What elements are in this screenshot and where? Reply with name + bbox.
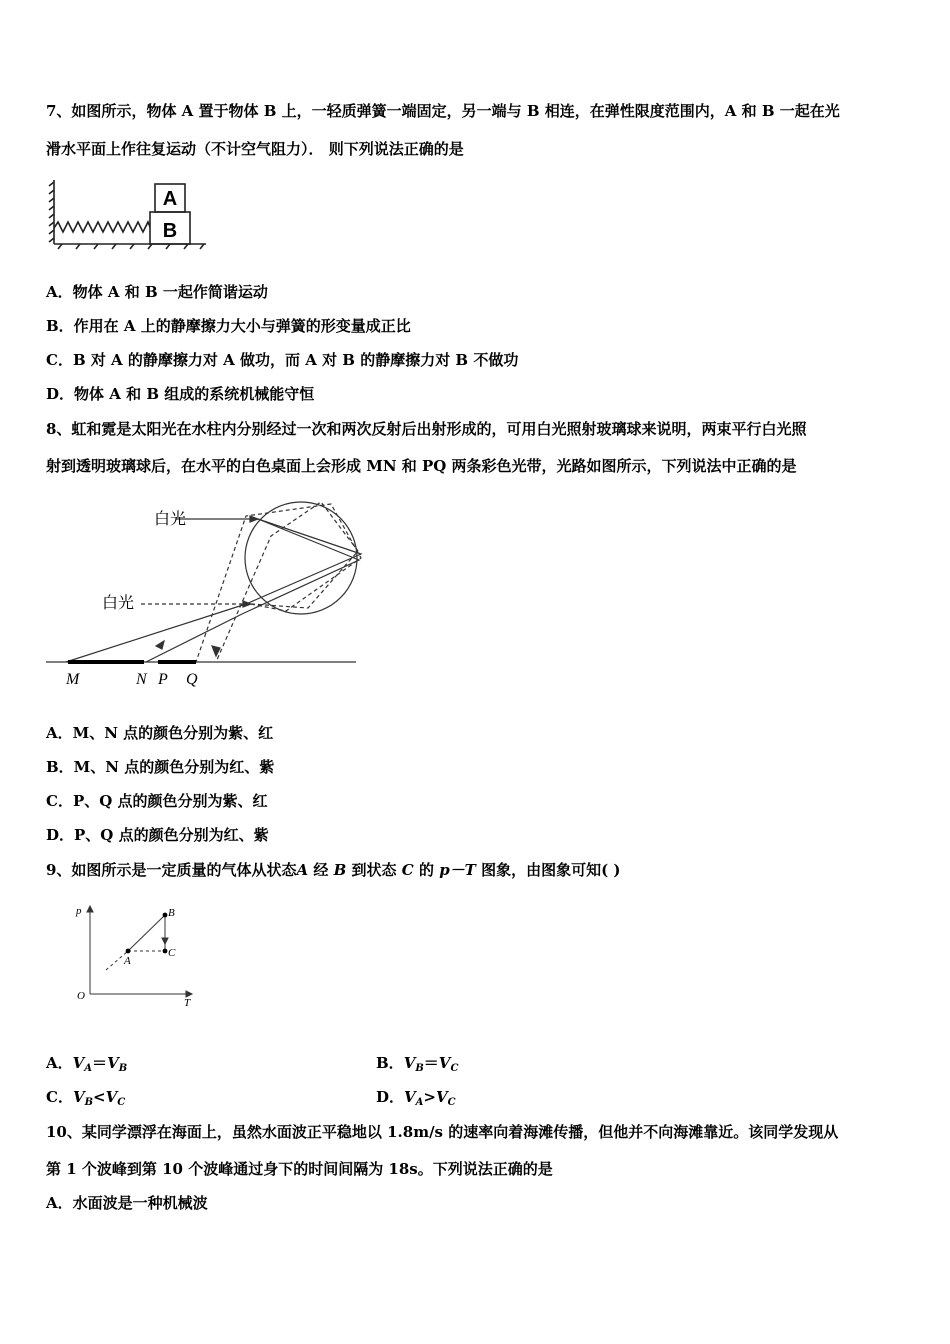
- q7-option-a: A．物体 A 和 B 一起作简谐运动: [46, 283, 268, 301]
- q9-option-b: B．$V_B=V_C$: [376, 1054, 459, 1074]
- q9-option-c: C．$V_B<V_C$: [46, 1088, 126, 1108]
- q9-option-a: A．$V_A=V_B$: [46, 1054, 128, 1074]
- point-b-label: B: [168, 907, 175, 919]
- point-c-label: C: [168, 947, 176, 959]
- q8-option-d: D．P、Q 点的颜色分别为红、紫: [46, 826, 269, 844]
- block-b-label: B: [162, 220, 178, 242]
- q10-text-line1: 10、某同学漂浮在海面上，虽然水面波正平稳地以 1.8m/s 的速率向着海滩传播，但他并不向海滩靠近。该同学发现从: [46, 1123, 839, 1141]
- q7-text-line2: 滑水平面上作往复运动（不计空气阻力）． 则下列说法正确的是: [46, 140, 464, 158]
- q8-option-c: C．P、Q 点的颜色分别为紫、红: [46, 792, 268, 810]
- point-p: P: [158, 671, 168, 688]
- q7-figure-spring-blocks: [46, 176, 208, 252]
- q8-text-line2: 射到透明玻璃球后，在水平的白色桌面上会形成 MN 和 PQ 两条彩色光带，光路如图所示，下列说法中正确的是: [46, 457, 797, 475]
- light-label-lower: 白光: [102, 595, 135, 612]
- q9-figure-pT-graph: [70, 898, 200, 1008]
- origin-label: O: [77, 990, 85, 1002]
- block-a-label: A: [162, 188, 178, 210]
- point-n: N: [136, 671, 147, 688]
- q7-option-c: C．B 对 A 的静摩擦力对 A 做功，而 A 对 B 的静摩擦力对 B 不做功: [46, 351, 519, 369]
- axis-label-t: T: [184, 997, 191, 1008]
- q10-option-a: A．水面波是一种机械波: [46, 1194, 208, 1212]
- q8-option-a: A．M、N 点的颜色分别为紫、红: [46, 724, 274, 742]
- q9-stem: 9、如图所示是一定质量的气体从状态A 经 B 到状态 C 的 p－T 图象，由图象可知( ): [46, 861, 621, 879]
- point-q: Q: [186, 671, 198, 688]
- light-label-upper: 白光: [154, 511, 187, 528]
- q8-figure-glass-sphere: [46, 496, 366, 696]
- axis-label-p: p: [76, 905, 82, 917]
- q7-text-line1: 7、如图所示，物体 A 置于物体 B 上，一轻质弹簧一端固定，另一端与 B 相连，在弹性限度范围内，A 和 B 一起在光: [46, 102, 840, 120]
- q9-option-d: D．$V_A>V_C$: [376, 1088, 456, 1108]
- q7-option-b: B．作用在 A 上的静摩擦力大小与弹簧的形变量成正比: [46, 317, 411, 335]
- point-c-dot: [163, 949, 168, 954]
- band-pq: [158, 660, 196, 664]
- point-a-dot: [126, 949, 131, 954]
- point-b-dot: [163, 913, 168, 918]
- q7-option-d: D．物体 A 和 B 组成的系统机械能守恒: [46, 385, 315, 403]
- q8-text-line1: 8、虹和霓是太阳光在水柱内分别经过一次和两次反射后出射形成的，可用白光照射玻璃球来说明，两束平行白光照: [46, 420, 807, 438]
- point-m: M: [66, 671, 80, 688]
- spring: [54, 222, 150, 232]
- point-a-label: A: [124, 955, 131, 967]
- q10-text-line2: 第 1 个波峰到第 10 个波峰通过身下的时间间隔为 18s。下列说法正确的是: [46, 1160, 553, 1178]
- band-mn: [68, 660, 144, 664]
- q8-option-b: B．M、N 点的颜色分别为红、紫: [46, 758, 275, 776]
